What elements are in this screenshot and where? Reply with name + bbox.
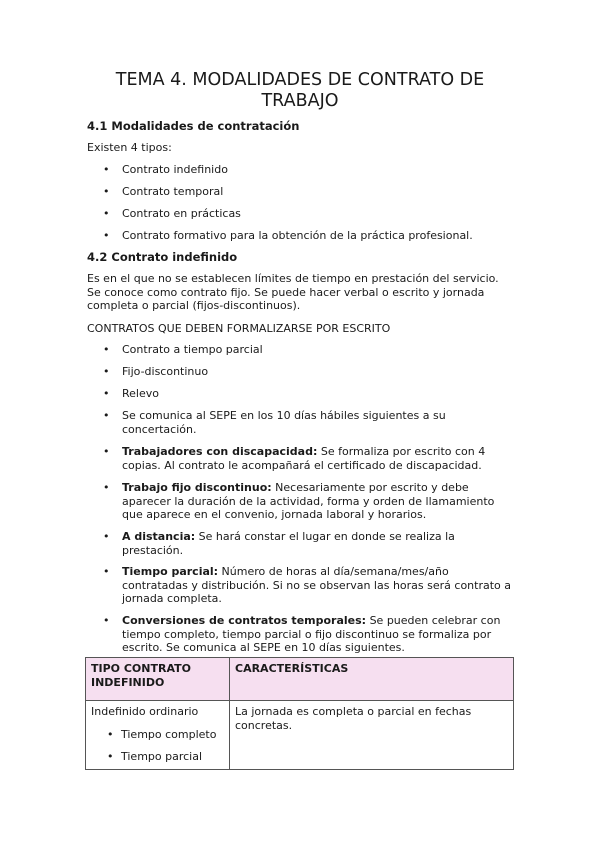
table-cell	[86, 701, 230, 770]
paragraph-line: Es en el que no se establecen límites de tiempo en prestación del servicio.	[87, 272, 499, 285]
bullet: •	[103, 343, 110, 356]
sub-list-item	[91, 750, 224, 764]
item-text: Se formaliza por escrito con 4	[317, 445, 486, 458]
contract-types-table	[85, 657, 514, 770]
list-item: Contrato formativo para la obtención de la práctica profesional.	[122, 229, 473, 242]
bullet: •	[103, 207, 110, 220]
cell-text: Indefinido ordinario	[91, 705, 199, 718]
cell-text: Tiempo completo	[121, 727, 217, 741]
list-item: Relevo	[122, 387, 159, 400]
header-text: TIPO CONTRATO	[91, 662, 191, 675]
item-bold-label: Conversiones de contratos temporales:	[122, 614, 367, 627]
item-text: escrito. Se comunica al SEPE en 10 días siguientes.	[122, 641, 405, 654]
bullet: •	[103, 185, 110, 198]
list-item: Contrato en prácticas	[122, 207, 241, 220]
cell-text: concretas.	[235, 718, 293, 732]
title-line-2: TRABAJO	[261, 91, 339, 111]
bullet: •	[103, 365, 110, 378]
item-text: Se pueden celebrar con	[366, 614, 501, 627]
bullet: •	[107, 727, 114, 741]
list-item	[122, 481, 517, 522]
item-text: que aparece en el convenio, jornada laboral y horarios.	[122, 508, 427, 521]
bullet: •	[103, 614, 110, 627]
sub-list-item	[91, 728, 224, 742]
item-text: contratadas y distribución. Si no se observan las horas será contrato a	[122, 578, 512, 592]
table-header-cell: CARACTERÍSTICAS	[230, 658, 514, 701]
bullet: •	[103, 481, 110, 494]
bullet: •	[103, 530, 110, 543]
header-text: INDEFINIDO	[91, 675, 165, 689]
item-text: tiempo completo, tiempo parcial o fijo discontinuo se formaliza por	[122, 627, 492, 641]
list-item: Contrato a tiempo parcial	[122, 343, 263, 356]
item-text: Se hará constar el lugar en donde se realiza la	[195, 530, 455, 543]
item-text: Se comunica al SEPE en los 10 días hábiles siguientes a su	[122, 409, 446, 422]
section-paragraph	[87, 272, 515, 313]
item-text: Número de horas al día/semana/mes/año	[218, 565, 449, 578]
cell-text: Tiempo parcial	[121, 750, 203, 763]
bullet: •	[103, 163, 110, 176]
item-text: prestación.	[122, 543, 184, 557]
item-bold-label: Trabajo fijo discontinuo:	[122, 481, 272, 494]
title-line-1: TEMA 4. MODALIDADES DE CONTRATO DE	[115, 70, 485, 90]
item-text: aparecer la duración de la actividad, forma y orden de llamamiento	[122, 494, 495, 508]
bullet: •	[103, 229, 110, 242]
section-heading-4-1: 4.1 Modalidades de contratación	[87, 119, 300, 133]
bullet: •	[103, 445, 110, 458]
item-text: copias. Al contrato le acompañará el certificado de discapacidad.	[122, 458, 482, 472]
item-bold-label: A distancia:	[122, 530, 196, 543]
list-item	[122, 445, 517, 472]
table-cell	[230, 701, 514, 770]
item-text: Necesariamente por escrito y debe	[271, 481, 469, 494]
uppercase-subheading: CONTRATOS QUE DEBEN FORMALIZARSE POR ESCRITO	[87, 322, 391, 335]
list-item	[122, 409, 517, 436]
list-item	[122, 565, 517, 606]
list-item: Fijo-discontinuo	[122, 365, 209, 378]
section-heading-4-2: 4.2 Contrato indefinido	[87, 250, 238, 264]
paragraph-line: completa o parcial (fijos-discontinuos).	[87, 299, 301, 312]
item-bold-label: Tiempo parcial:	[122, 565, 219, 578]
section-intro: Existen 4 tipos:	[87, 141, 172, 154]
list-item: Contrato temporal	[122, 185, 224, 198]
bullet: •	[103, 387, 110, 400]
table-header-cell	[86, 658, 230, 701]
item-bold-label: Trabajadores con discapacidad:	[122, 445, 318, 458]
list-item: Contrato indefinido	[122, 163, 228, 176]
table-row	[86, 701, 514, 770]
list-item	[122, 530, 517, 557]
bullet: •	[107, 750, 114, 763]
bullet: •	[103, 409, 110, 422]
item-text: concertación.	[122, 422, 197, 436]
cell-text: La jornada es completa o parcial en fechas	[235, 705, 472, 718]
document-title	[88, 70, 512, 112]
table-header-row	[86, 658, 514, 701]
list-item	[122, 614, 517, 655]
item-text: jornada completa.	[122, 592, 222, 605]
bullet: •	[103, 565, 110, 578]
paragraph-line: Se conoce como contrato fijo. Se puede hacer verbal o escrito y jornada	[87, 285, 485, 299]
